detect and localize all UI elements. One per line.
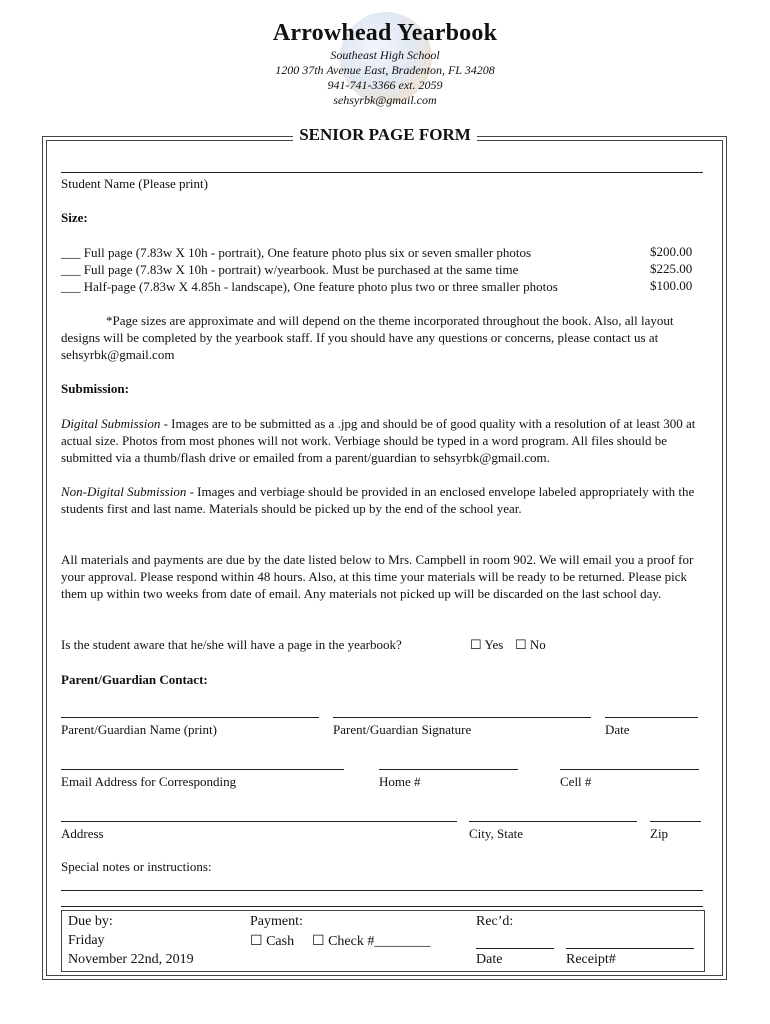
special-notes-line-1[interactable]: [61, 890, 703, 891]
digital-submission-text: - Images are to be submitted as a .jpg and should be of good quality with a resolution of at least 300 at actual size. Photos from most phones will not work. Verbiage should be typed in a word program. All files should be submitted via a thumb/flash drive or emailed from a parent/guardian to sehsyrbk@gmail.com.: [61, 416, 696, 465]
form-title-text: SENIOR PAGE FORM: [293, 125, 477, 144]
submission-heading: Submission:: [61, 381, 129, 396]
student-name-line[interactable]: [61, 172, 703, 173]
aware-yes-option[interactable]: [470, 636, 503, 653]
size-price-full: $200.00: [650, 244, 693, 259]
nondigital-submission-text: - Images and verbiage should be provided in an enclosed envelope labeled appropriately with the students first and last name. Materials should be picked up by the end of the school year.: [61, 484, 695, 516]
parent-signature-line[interactable]: [333, 717, 591, 718]
aware-yes-label: Yes: [484, 637, 504, 652]
special-notes-line-2[interactable]: [61, 906, 703, 907]
date-line[interactable]: [605, 717, 698, 718]
checkbox-icon[interactable]: ☐: [250, 934, 263, 949]
email-line[interactable]: [61, 769, 344, 770]
parent-name-line[interactable]: [61, 717, 319, 718]
school-name: Southeast High School: [330, 48, 440, 62]
cash-label: Cash: [266, 934, 295, 949]
address-label: Address: [61, 826, 104, 841]
digital-submission-label: Digital Submission: [61, 416, 161, 431]
city-state-line[interactable]: [469, 821, 637, 822]
size-option-half[interactable]: ___ Half-page (7.83w X 4.85h - landscape), One feature photo plus two or three smaller photos: [61, 279, 558, 294]
city-state-label: City, State: [469, 826, 524, 841]
nondigital-submission-label: Non-Digital Submission: [61, 484, 187, 499]
recd-label: Rec’d:: [476, 914, 514, 929]
payments-paragraph: All materials and payments are due by the date listed below to Mrs. Campbell in room 902. We will email you a proof for your approval. Please respond within 48 hours. Also, at this time your materials will be ready to be returned. Please pick them up within two weeks from date of email. Any materials not picked up will be discarded on the last school day.: [61, 552, 694, 601]
student-name-label: Student Name (Please print): [61, 176, 208, 191]
form-title: [0, 125, 770, 145]
school-email: sehsyrbk@gmail.com: [333, 93, 437, 107]
school-address: 1200 37th Avenue East, Bradenton, FL 34208: [275, 63, 495, 77]
checkbox-icon[interactable]: ☐: [515, 637, 527, 652]
contact-heading: Parent/Guardian Contact:: [61, 672, 208, 687]
checkbox-icon[interactable]: ☐: [312, 934, 325, 949]
aware-no-option[interactable]: [515, 636, 546, 653]
size-option-full-yearbook[interactable]: ___ Full page (7.83w X 10h - portrait) w/yearbook. Must be purchased at the same time: [61, 262, 519, 277]
date-label: Date: [605, 722, 630, 737]
cell-phone-line[interactable]: [560, 769, 699, 770]
special-notes-label: Special notes or instructions:: [61, 859, 212, 874]
receipt-label: Receipt#: [566, 952, 616, 967]
address-line[interactable]: [61, 821, 457, 822]
size-price-half: $100.00: [650, 278, 693, 293]
zip-label: Zip: [650, 826, 669, 841]
recd-date-label: Date: [476, 952, 503, 967]
due-day: Friday: [68, 933, 105, 948]
nondigital-submission: [61, 483, 711, 517]
cell-phone-label: Cell #: [560, 774, 592, 789]
size-note: *Page sizes are approximate and will depend on the theme incorporated throughout the book. Also, all layout designs will be completed by the yearbook staff. If you should have any questions or concerns, please contact us at sehsyrbk@gmail.com: [61, 313, 674, 362]
size-option-full[interactable]: ___ Full page (7.83w X 10h - portrait), One feature photo plus six or seven smaller photos: [61, 245, 532, 260]
aware-no-label: No: [529, 637, 546, 652]
digital-submission: [61, 415, 711, 466]
due-label: Due by:: [68, 914, 113, 929]
yearbook-title: Arrowhead Yearbook: [272, 20, 498, 46]
school-phone: 941-741-3366 ext. 2059: [327, 78, 443, 92]
aware-question: Is the student aware that he/she will have a page in the yearbook?: [61, 637, 402, 652]
cash-option[interactable]: [250, 933, 294, 950]
home-phone-line[interactable]: [379, 769, 518, 770]
home-phone-label: Home #: [379, 774, 421, 789]
checkbox-icon[interactable]: ☐: [470, 637, 482, 652]
recd-date-line[interactable]: [476, 948, 554, 949]
zip-line[interactable]: [650, 821, 701, 822]
email-label: Email Address for Corresponding: [61, 774, 237, 789]
check-label: Check #________: [328, 934, 431, 949]
receipt-line[interactable]: [566, 948, 694, 949]
size-heading: Size:: [61, 210, 88, 225]
size-price-full-yearbook: $225.00: [650, 261, 693, 276]
payment-label: Payment:: [250, 914, 303, 929]
parent-name-label: Parent/Guardian Name (print): [61, 722, 217, 737]
parent-signature-label: Parent/Guardian Signature: [333, 722, 472, 737]
due-date: November 22nd, 2019: [68, 952, 194, 967]
check-option[interactable]: [312, 933, 430, 950]
